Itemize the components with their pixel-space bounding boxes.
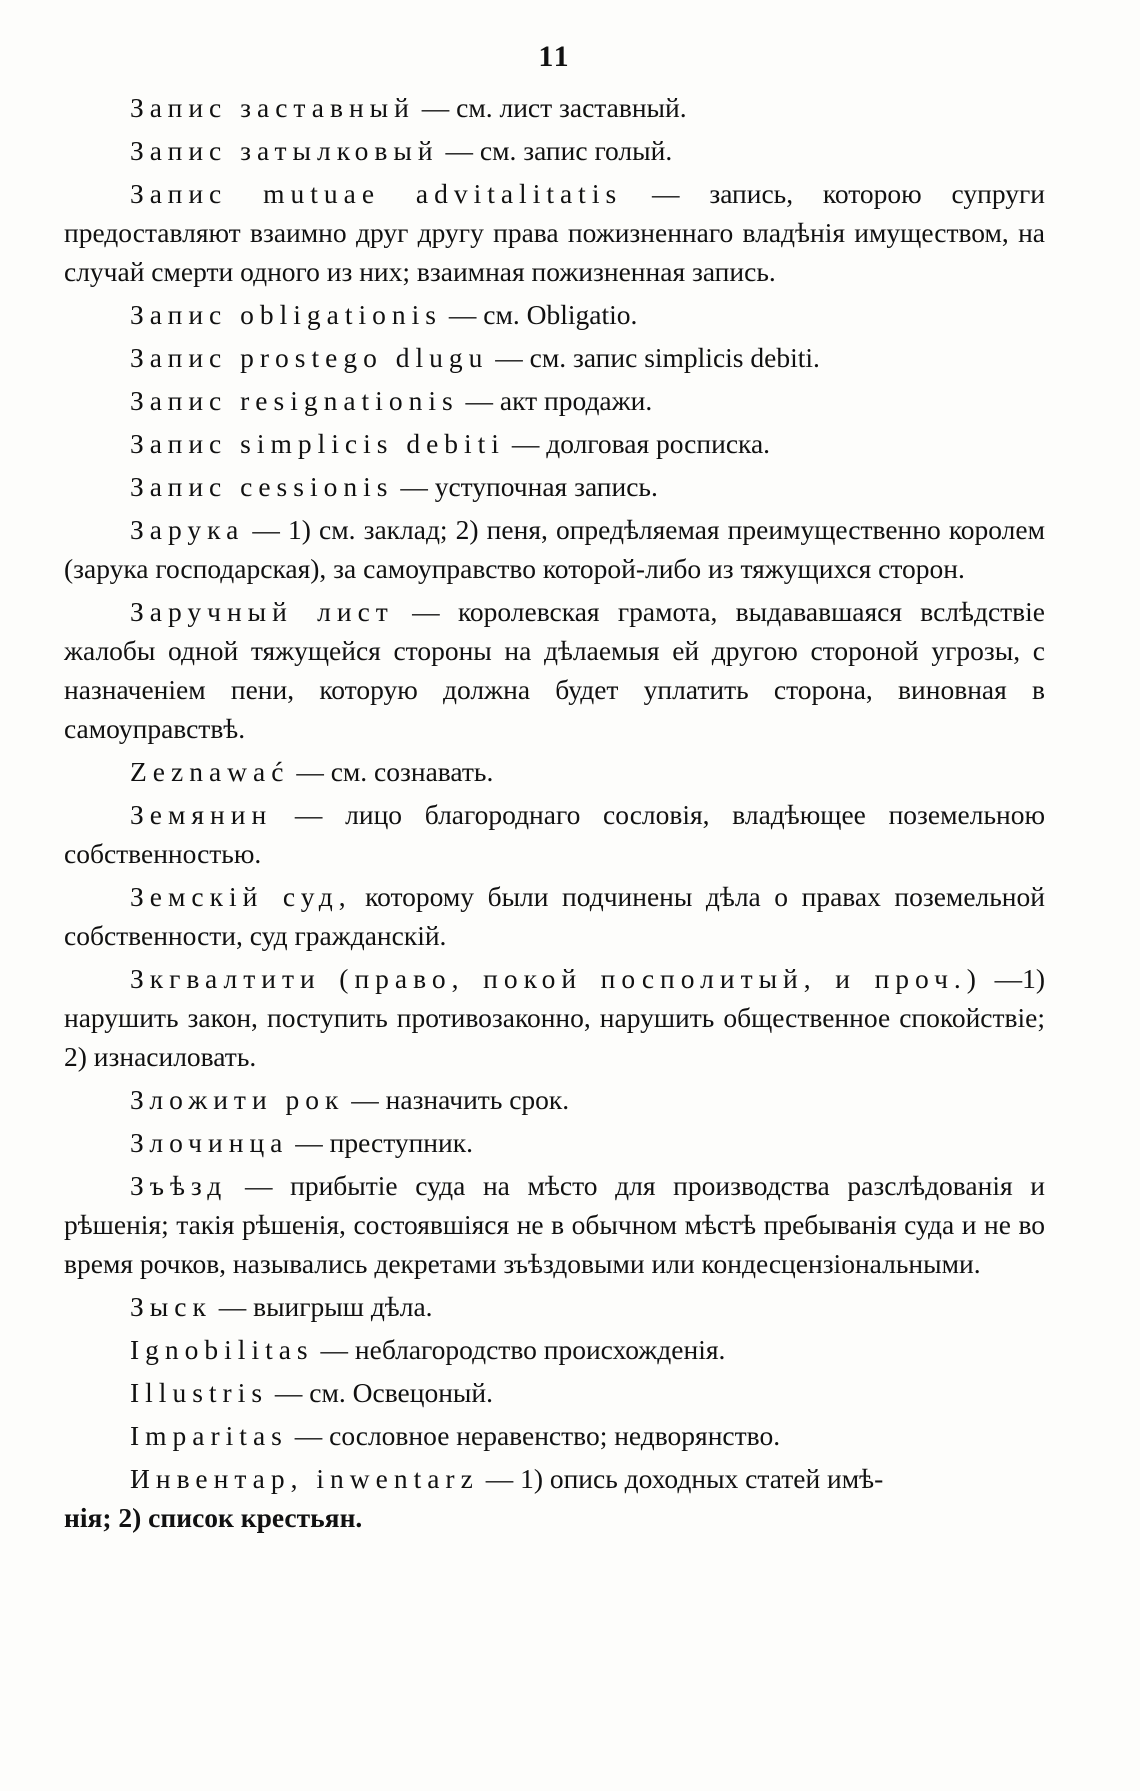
entry-term: Запис prostego dlugu: [130, 342, 489, 373]
entry-definition: — лицо благороднаго сословія, владѣющее поземельною собственностью.: [64, 799, 1046, 869]
entry-term: Зарука: [130, 514, 245, 545]
entry-definition: которому были подчинены дѣла о правах поземельной собственности, суд гражданскій.: [64, 881, 1045, 951]
dictionary-entry: [64, 467, 1045, 506]
entry-definition-continuation: нія; 2) список крестьян.: [64, 1502, 363, 1533]
dictionary-entry: [64, 592, 1045, 748]
entry-term: Запис cessionis: [130, 471, 394, 502]
entry-term: Злочинца: [130, 1127, 289, 1158]
entry-term: Запис obligationis: [130, 299, 442, 330]
entry-definition: — неблагородство происхожденія.: [320, 1334, 726, 1365]
entry-definition: — 1) опись доходных статей имѣ-: [485, 1463, 884, 1494]
dictionary-entry: [64, 1287, 1045, 1326]
dictionary-entry: [64, 131, 1045, 170]
entry-definition: — 1) см. заклад; 2) пеня, опредѣляемая преимущественно королем (зарука господарская), за самоуправство которой-либо из тяжущихся сторон.: [64, 514, 1046, 584]
entry-definition: — см. Obligatio.: [448, 299, 638, 330]
page-number: 11: [538, 40, 571, 73]
dictionary-entry: [64, 795, 1045, 873]
entry-definition: — назначить срок.: [351, 1084, 570, 1115]
entry-definition: — см. сознавать.: [296, 756, 494, 787]
entry-term: Запис заставный: [130, 92, 415, 123]
entry-definition: — см. запис simplicis debiti.: [495, 342, 820, 373]
entry-term: Ignobilitas: [130, 1334, 314, 1365]
dictionary-entry: [64, 1373, 1045, 1412]
dictionary-entry: [64, 295, 1045, 334]
entry-term: Запис mutuae advitalitatis: [130, 178, 623, 209]
entry-definition: — уступочная запись.: [400, 471, 658, 502]
entry-term: Зкгвалтити (право, покой посполитый, и проч.): [130, 963, 982, 994]
entry-term: Зыск: [130, 1291, 212, 1322]
entry-term: Земянин: [130, 799, 273, 830]
entry-definition: — запись, которою супруги предоставляют взаимно друг другу права пожизненнаго владѣнія имуществом, на случай смерти одного из них; взаимная пожизненная запись.: [64, 178, 1045, 287]
entry-term: Imparitas: [130, 1420, 288, 1451]
dictionary-entry: [64, 424, 1045, 463]
entry-term: Запис resignationis: [130, 385, 459, 416]
entry-term: Запис simplicis debiti: [130, 428, 505, 459]
entry-definition: — см. Освецоный.: [274, 1377, 493, 1408]
entry-term: Заручный лист: [130, 596, 394, 627]
entry-definition: — см. лист заставный.: [421, 92, 687, 123]
entry-definition: — сословное неравенство; недворянство.: [294, 1420, 781, 1451]
dictionary-entry: [64, 174, 1045, 291]
dictionary-entry: [64, 338, 1045, 377]
dictionary-entry: [64, 877, 1045, 955]
dictionary-entry: [64, 510, 1045, 588]
entry-term: Запис затылковый: [130, 135, 439, 166]
entry-definition: — прибытіе суда на мѣсто для производства разслѣдованія и рѣшенія; такія рѣшенія, состоявшіяся не в обычном мѣстѣ пребыванія суда и не во время рочков, назывались декретами зъѣздовыми или кондесцензіональными.: [64, 1170, 1046, 1279]
entry-list: [64, 88, 1045, 1537]
entry-term: Инвентар, inwentarz: [130, 1463, 479, 1494]
entry-definition: — долговая росписка.: [511, 428, 771, 459]
entry-term: Зложити рок: [130, 1084, 345, 1115]
dictionary-entry: [64, 1459, 1045, 1537]
entry-term: Земскій суд,: [130, 881, 352, 912]
entry-definition: — см. запис голый.: [445, 135, 673, 166]
dictionary-entry: [64, 1123, 1045, 1162]
dictionary-entry: [64, 1080, 1045, 1119]
entry-definition: — акт продажи.: [465, 385, 653, 416]
dictionary-entry: [64, 1416, 1045, 1455]
dictionary-entry: [64, 88, 1045, 127]
dictionary-entry: [64, 1166, 1045, 1283]
entry-definition: — королевская грамота, выдававшаяся вслѣдствіе жалобы одной тяжущейся стороны на дѣлаемыя ей другою стороной угрозы, с назначеніем пени, которую должна будет уплатить сторона, виновная в самоуправствѣ.: [64, 596, 1046, 744]
dictionary-entry: [64, 752, 1045, 791]
entry-term: Illustris: [130, 1377, 269, 1408]
entry-definition: —1) нарушить закон, поступить противозаконно, нарушить общественное спокойствіе; 2) изнасиловать.: [64, 963, 1046, 1072]
entry-term: Zeznawać: [130, 756, 290, 787]
entry-definition: — преступник.: [295, 1127, 473, 1158]
dictionary-entry: [64, 1330, 1045, 1369]
entry-definition: — выигрыш дѣла.: [218, 1291, 433, 1322]
entry-term: Зъѣзд: [130, 1170, 228, 1201]
dictionary-entry: [64, 381, 1045, 420]
dictionary-entry: [64, 959, 1045, 1076]
